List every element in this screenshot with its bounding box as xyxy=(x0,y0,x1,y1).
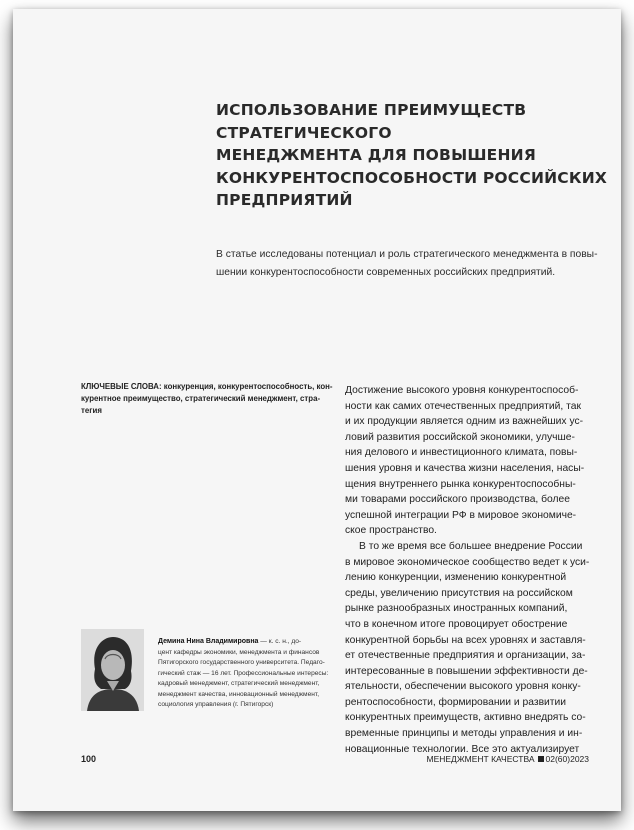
body-line: ния делового и инвестиционного климата, повы- xyxy=(345,447,578,459)
abstract-line: шении конкурентоспособности современных российских предприятий. xyxy=(216,267,556,278)
article-abstract xyxy=(216,246,611,282)
title-line: СТРАТЕГИЧЕСКОГО xyxy=(216,123,392,142)
body-line: шения уровня и качества жизни населения, насы- xyxy=(345,462,585,474)
square-bullet-icon xyxy=(538,756,544,762)
body-line: ятельности, обеспечении высокого уровня конку- xyxy=(345,681,581,693)
paragraph-2 xyxy=(345,539,595,757)
author-bio-line: цент кафедры экономики, менеджмента и финансов xyxy=(158,648,320,656)
article-title xyxy=(216,99,606,212)
author-portrait-image xyxy=(81,629,144,711)
body-line: рентоспособности, формировании и развитии xyxy=(345,696,567,708)
author-bio-line: социология управления (г. Пятигорск) xyxy=(158,701,274,708)
author-bio-line: кадровый менеджмент, стратегический менеджмент, xyxy=(158,680,320,687)
body-line: что в конечном итоге провоцирует обострение xyxy=(345,618,568,630)
body-line: лению конкуренции, изменению конкурентной xyxy=(345,572,567,584)
author-bio-line: менеджмент качества, инновационный менеджмент, xyxy=(158,690,320,698)
article-body xyxy=(345,383,595,757)
abstract-line: В статье исследованы потенциал и роль стратегического менеджмента в повы- xyxy=(216,249,598,260)
title-line: ПРЕДПРИЯТИЙ xyxy=(216,191,353,209)
body-line: Достижение высокого уровня конкурентоспособ- xyxy=(345,385,579,396)
keywords-line: курентное преимущество, стратегический менеджмент, стра- xyxy=(81,394,321,403)
page-number: 100 xyxy=(81,754,97,764)
journal-name: МЕНЕДЖМЕНТ КАЧЕСТВА xyxy=(426,754,535,764)
body-line: ет отечественные предприятия и организации, за- xyxy=(345,650,586,662)
body-line: конкурентной борьбы на всех уровнях и заставля- xyxy=(345,634,586,646)
author-bio-first: — к. с. н., до- xyxy=(258,638,302,645)
keywords-line: КЛЮЧЕВЫЕ СЛОВА: конкуренция, конкурентоспособность, кон- xyxy=(81,382,333,391)
title-line: КОНКУРЕНТОСПОСОБНОСТИ РОССИЙСКИХ xyxy=(216,168,608,187)
body-line: успешной интеграции РФ в мировое экономиче- xyxy=(345,509,577,521)
body-line: новационные технологии. Все это актуализирует xyxy=(345,743,580,755)
journal-page xyxy=(13,9,621,811)
body-line: интересованные в повышении эффективности де- xyxy=(345,665,588,677)
title-line: МЕНЕДЖМЕНТА ДЛЯ ПОВЫШЕНИЯ xyxy=(216,146,536,164)
author-bio xyxy=(158,637,348,711)
journal-footer xyxy=(427,754,590,764)
body-line: временные принципы и методы управления и ин- xyxy=(345,728,583,740)
body-line: среды, увеличению присутствия на российском xyxy=(345,587,573,599)
body-line: рынке разнообразных иностранных компаний, xyxy=(345,603,568,615)
keywords-block xyxy=(81,381,333,417)
paragraph-1 xyxy=(345,383,595,539)
body-line: В то же время все большее внедрение России xyxy=(359,540,583,552)
author-photo xyxy=(81,629,144,711)
body-line: ности как самих отечественных предприятий, так xyxy=(345,400,581,412)
keywords-line: тегия xyxy=(81,406,102,415)
body-line: щения внутреннего рынка конкурентоспособны- xyxy=(345,478,576,490)
body-line: ми товарами российского производства, более xyxy=(345,494,571,506)
author-bio-line: гический стаж — 16 лет. Профессиональные интересы: xyxy=(158,669,329,677)
author-bio-line: Пятигорского государственного университета. Педаго- xyxy=(158,659,325,666)
body-line: ское пространство. xyxy=(345,525,437,537)
body-line: и их продукции является одним из важнейших ус- xyxy=(345,416,584,428)
author-bio-line xyxy=(158,637,348,648)
body-line: конкурентных преимуществ, активно внедрять со- xyxy=(345,712,586,724)
title-line: ИСПОЛЬЗОВАНИЕ ПРЕИМУЩЕСТВ xyxy=(216,101,527,119)
body-line: ловий развития российской экономики, улучше- xyxy=(345,431,575,443)
journal-issue: 02(60)2023 xyxy=(545,754,589,764)
body-line: в мировое экономическое сообщество ведет к уси- xyxy=(345,556,590,568)
author-name: Демина Нина Владимировна xyxy=(158,638,259,645)
